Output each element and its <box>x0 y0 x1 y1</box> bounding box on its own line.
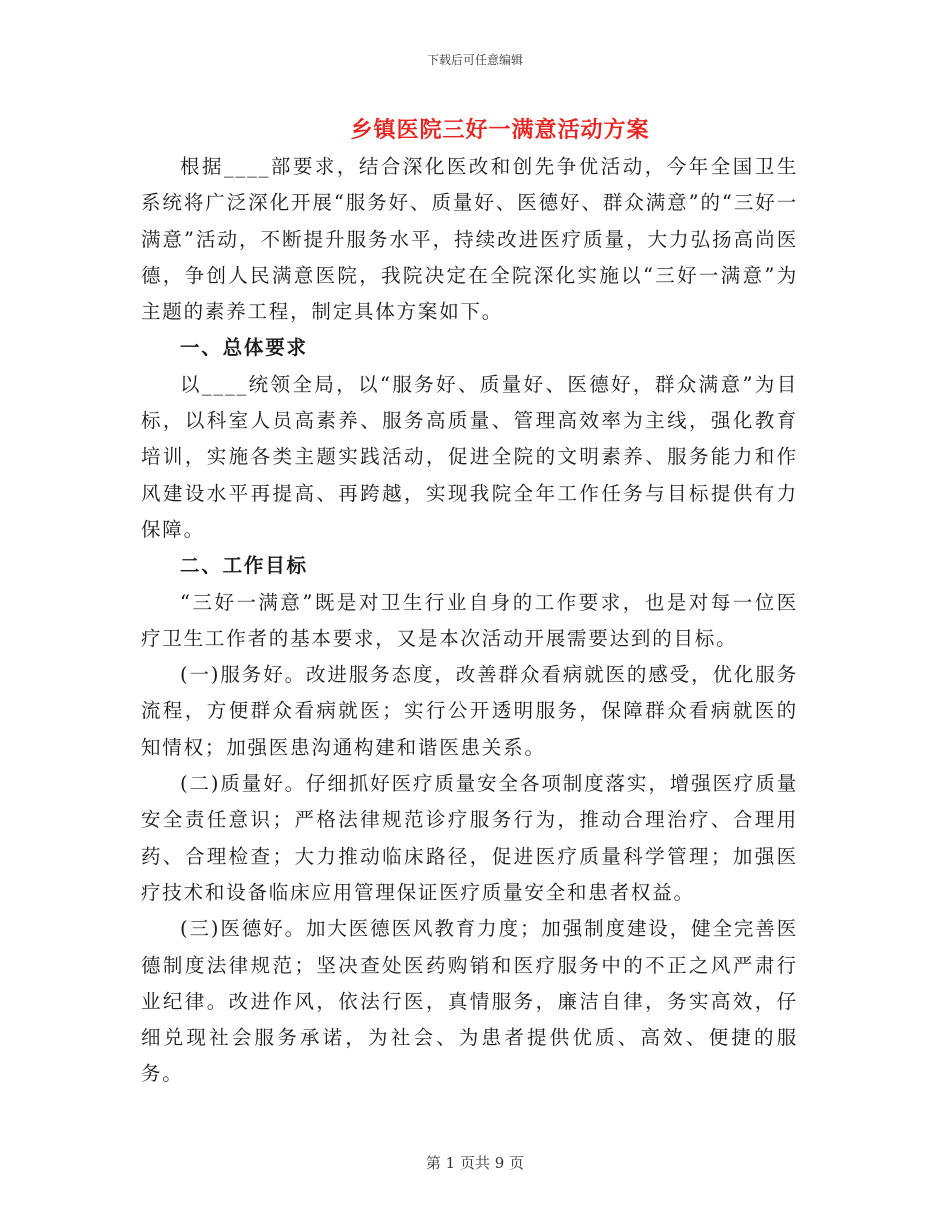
goal-item-service: (一)服务好。改进服务态度，改善群众看病就医的感受，优化服务流程，方便群众看病就医；实行公开透明服务，保障群众看病就医的知情权；加强医患沟通构建和谐医患关系。 <box>141 663 798 759</box>
section-heading-general-requirements: 一、总体要求 <box>180 336 308 360</box>
goal-item-quality: (二)质量好。仔细抓好医疗质量安全各项制度落实，增强医疗质量安全责任意识；严格法律规范诊疗服务行为，推动合理治疗、合理用药、合理检查；大力推动临床路径，促进医疗质量科学管理；加强医疗技术和设备临床应用管理保证医疗质量安全和患者权益。 <box>141 772 798 904</box>
document-title: 乡镇医院三好一满意活动方案 <box>350 117 650 143</box>
section-heading-work-goals: 二、工作目标 <box>180 554 308 578</box>
page-header: 下载后可任意编辑 <box>426 53 523 67</box>
intro-paragraph: 根据____部要求，结合深化医改和创先争优活动，今年全国卫生系统将广泛深化开展“服务好、质量好、医德好、群众满意”的“三好一满意”活动，不断提升服务水平，持续改进医疗质量，大力弘扬高尚医德，争创人民满意医院，我院决定在全院深化实施以“三好一满意”为主题的素养工程，制定具体方案如下。 <box>141 155 798 324</box>
goal-item-ethics: (三)医德好。加大医德医风教育力度；加强制度建设，健全完善医德制度法律规范；坚决查处医药购销和医疗服务中的不正之风严肃行业纪律。改进作风，依法行医，真情服务，廉洁自律，务实高效，仔细兑现社会服务承诺，为社会、为患者提供优质、高效、便捷的服务。 <box>141 917 798 1086</box>
page-number-footer: 第 1 页共 9 页 <box>425 1154 525 1172</box>
work-goals-paragraph: “三好一满意”既是对卫生行业自身的工作要求，也是对每一位医疗卫生工作者的基本要求，又是本次活动开展需要达到的目标。 <box>141 590 798 650</box>
general-requirements-paragraph: 以____统领全局，以“服务好、质量好、医德好，群众满意”为目标，以科室人员高素养、服务高质量、管理高效率为主线，强化教育培训，实施各类主题实践活动，促进全院的文明素养、服务能力和作风建设水平再提高、再跨越，实现我院全年工作任务与目标提供有力保障。 <box>141 372 798 541</box>
document-body <box>141 149 798 1093</box>
